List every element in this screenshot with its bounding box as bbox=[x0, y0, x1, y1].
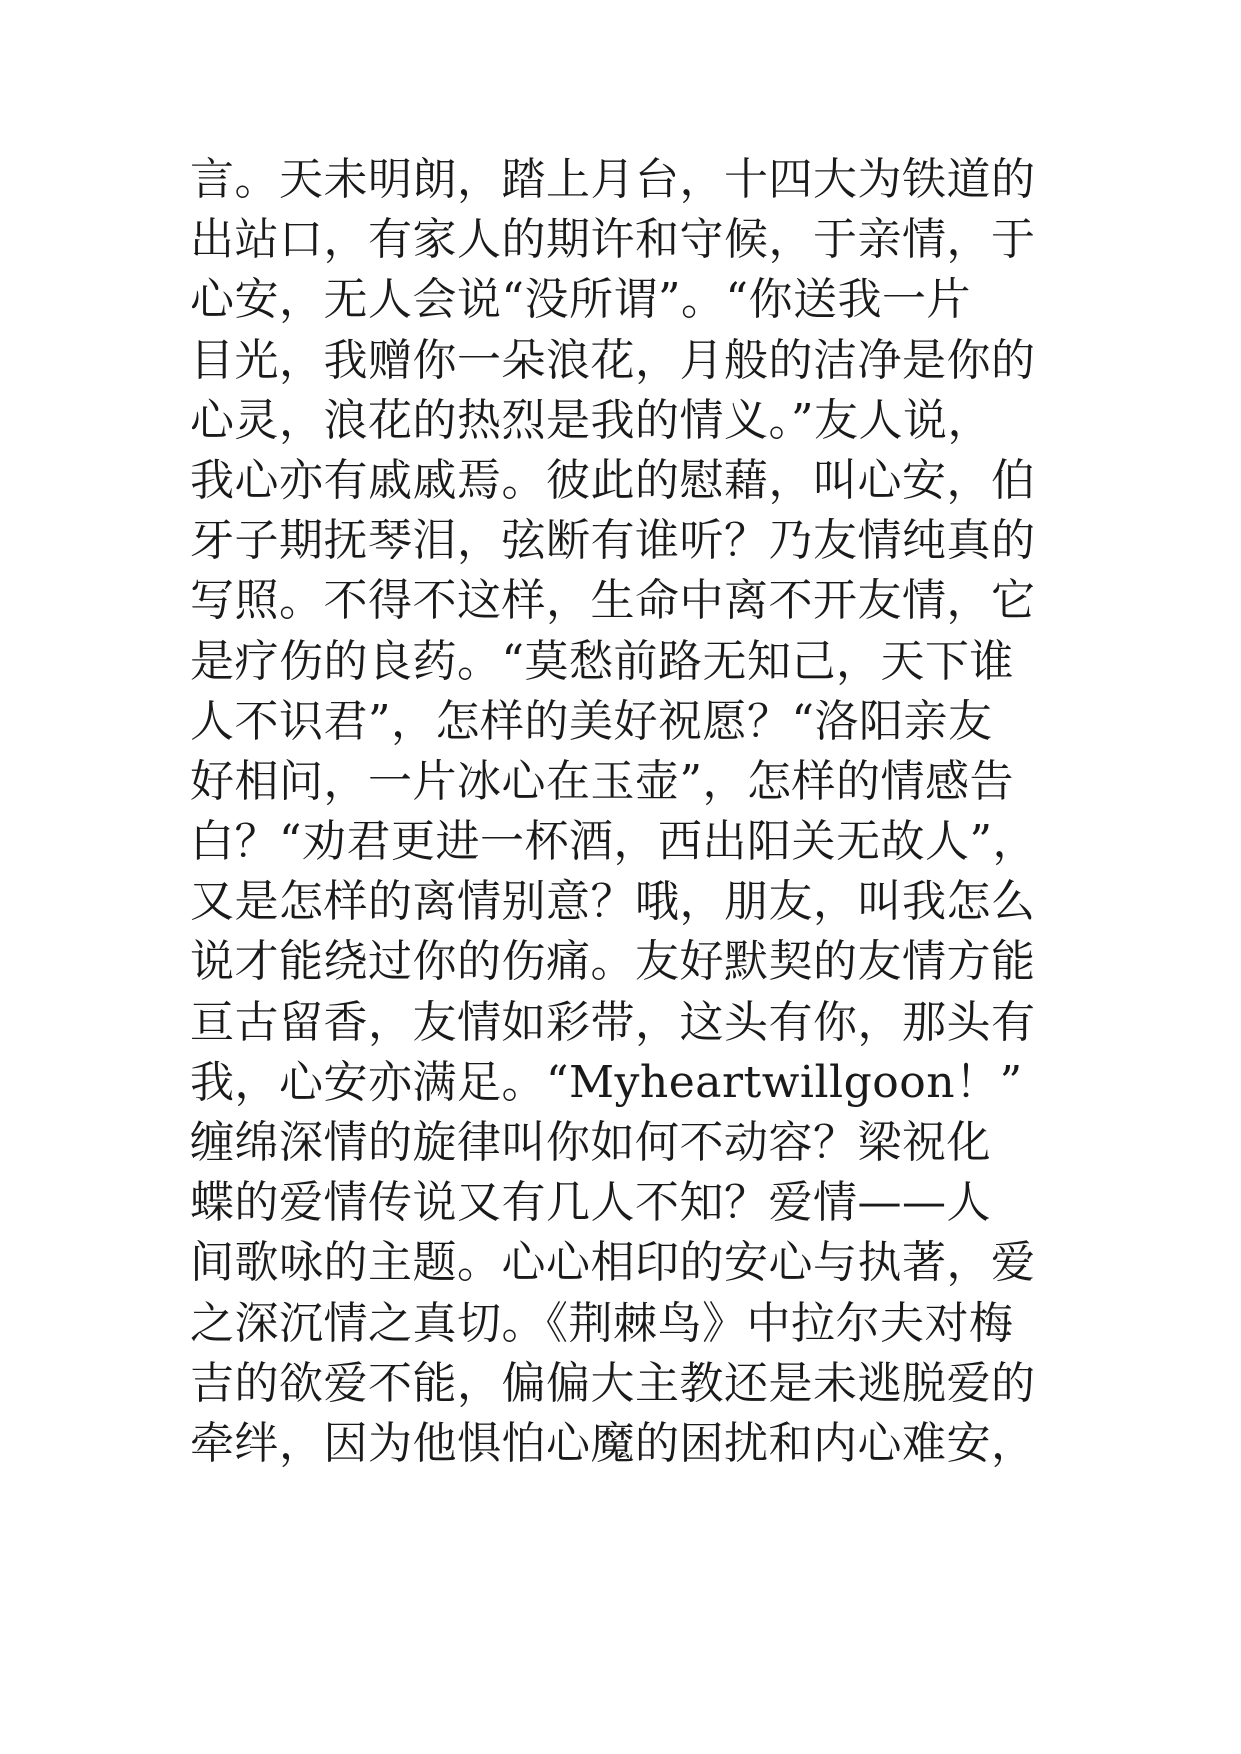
text-line: 白？“劝君更进一杯酒，西出阳关无故人”， bbox=[190, 816, 1037, 868]
text-line: 心灵，浪花的热烈是我的情义。”友人说， bbox=[190, 394, 992, 446]
text-line: 缠绵深情的旋律叫你如何不动容？梁祝化 bbox=[190, 1117, 991, 1168]
text-line: 又是怎样的离情别意？哦，朋友，叫我怎么 bbox=[190, 876, 1036, 928]
text-line: 牵绊，因为他惧怕心魔的困扰和内心难安， bbox=[190, 1417, 1036, 1469]
text-line: 人不识君”，怎样的美好祝愿？“洛阳亲友 bbox=[190, 695, 993, 747]
text-line: 目光，我赠你一朵浪花，月般的洁净是你的 bbox=[190, 334, 1036, 386]
text-line: 亘古留香，友情如彩带，这头有你，那头有 bbox=[190, 996, 1036, 1048]
text-line: 蝶的爱情传说又有几人不知？爱情——人 bbox=[190, 1177, 991, 1229]
text-line: 是疗伤的良药。“莫愁前路无知己，天下谁 bbox=[190, 635, 1014, 687]
body-text bbox=[190, 150, 1070, 1474]
text-line: 言。天未明朗，踏上月台，十四大为铁道的 bbox=[190, 154, 1036, 205]
text-line: 我心亦有戚戚焉。彼此的慰藉，叫心安，伯 bbox=[190, 454, 1036, 506]
text-line: 之深沉情之真切。《荆棘鸟》中拉尔夫对梅 bbox=[190, 1297, 1014, 1349]
text-line: 间歌咏的主题。心心相印的安心与执著，爱 bbox=[190, 1237, 1036, 1289]
text-line: 心安，无人会说“没所谓”。“你送我一片 bbox=[190, 274, 971, 326]
text-line: 好相问，一片冰心在玉壶”，怎样的情感告 bbox=[190, 755, 1014, 807]
text-line: 说才能绕过你的伤痛。友好默契的友情方能 bbox=[190, 936, 1036, 988]
text-line: 牙子期抚琴泪，弦断有谁听？乃友情纯真的 bbox=[190, 515, 1036, 567]
text-line: 我，心安亦满足。“Myheartwillgoon！” bbox=[190, 1056, 1023, 1108]
text-line: 出站口，有家人的期许和守候，于亲情，于 bbox=[190, 214, 1036, 266]
text-line: 写照。不得不这样，生命中离不开友情，它 bbox=[190, 575, 1036, 627]
text-line: 吉的欲爱不能，偏偏大主教还是未逃脱爱的 bbox=[190, 1357, 1036, 1409]
